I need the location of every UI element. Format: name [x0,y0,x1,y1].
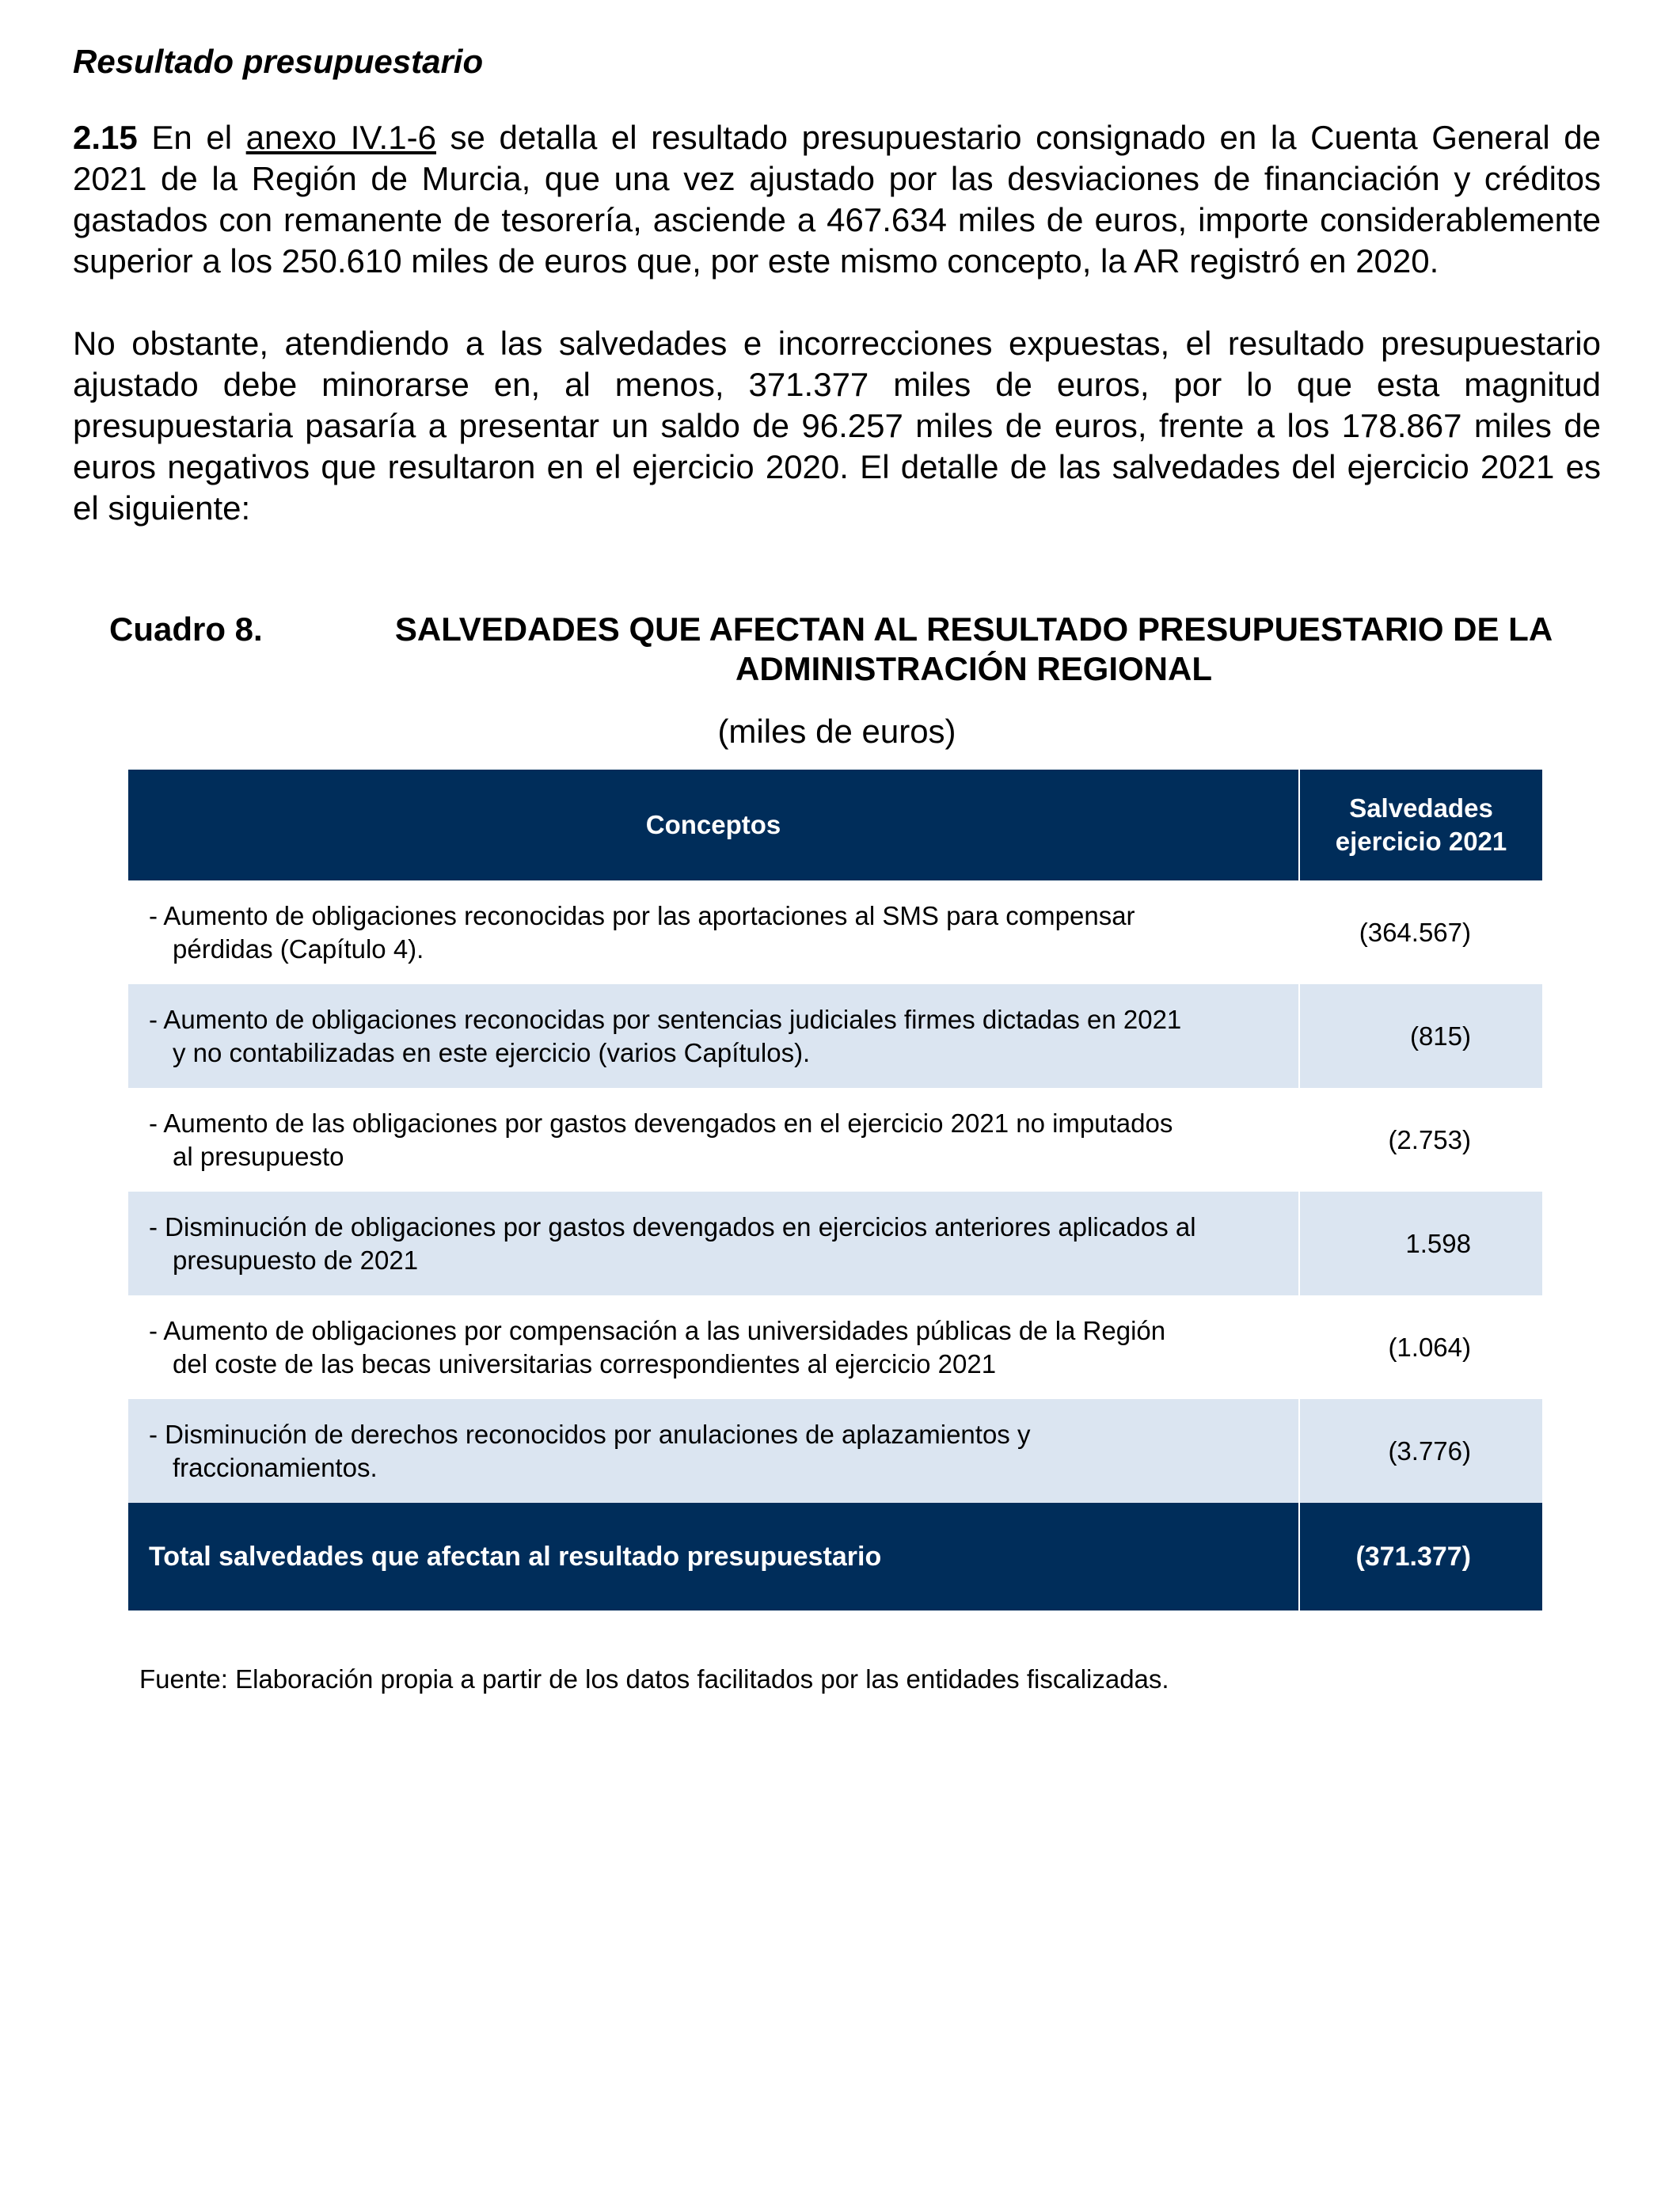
row-concept-line1: - Disminución de derechos reconocidos por anulaciones de aplazamientos y [149,1419,1031,1449]
table-header-row [128,770,1542,880]
table-row [128,984,1542,1088]
paragraph-2-15 [73,117,1601,282]
row-concept [128,1192,1299,1295]
header-concepts: Conceptos [128,770,1299,880]
row-value: (3.776) [1299,1399,1542,1503]
total-value: (371.377) [1299,1503,1542,1610]
total-label: Total salvedades que afectan al resultado presupuestario [128,1503,1299,1610]
table-caption-title [333,610,1615,689]
paragraph-number: 2.15 [73,119,138,156]
row-concept-line1: - Aumento de obligaciones por compensación a las universidades públicas de la Región [149,1315,1166,1345]
paragraph-text-end: se detalla el resultado presupuestario consignado en la Cuenta General de 2021 de la Región de Murcia, que una vez ajustado por las desviaciones de financiación y créditos gastados con remanente de tesorería, asciende a 467.634 miles de euros, importe considerablemente superior a los 250.610 miles de euros que, por este mismo concepto, la AR registró en 2020. [73,119,1601,280]
salvedades-table [128,770,1542,1610]
row-value: (1.064) [1299,1295,1542,1399]
row-concept-line1: - Aumento de las obligaciones por gastos devengados en el ejercicio 2021 no imputados [149,1108,1173,1138]
table-caption-label: Cuadro 8. [109,610,263,648]
row-value: 1.598 [1299,1192,1542,1295]
table-row [128,1088,1542,1192]
row-concept-line2: presupuesto de 2021 [173,1245,419,1275]
header-salvedades-line1: Salvedades [1349,793,1493,823]
paragraph-text-start: En el [137,119,246,156]
row-concept [128,1399,1299,1503]
table-units: (miles de euros) [717,713,956,750]
page [73,32,1601,1694]
table-row [128,1192,1542,1295]
row-concept [128,984,1299,1088]
header-salvedades-line2: ejercicio 2021 [1335,827,1507,856]
row-concept-line2: del coste de las becas universitarias correspondientes al ejercicio 2021 [173,1348,997,1379]
row-concept-line2: al presupuesto [173,1141,344,1171]
header-salvedades [1299,770,1542,880]
table-caption-title-line1: SALVEDADES QUE AFECTAN AL RESULTADO PRESUPUESTARIO DE LA [394,610,1553,648]
row-concept-line2: fraccionamientos. [173,1452,378,1482]
row-concept [128,1295,1299,1399]
row-value: (815) [1299,984,1542,1088]
row-value: (364.567) [1299,880,1542,984]
row-value: (2.753) [1299,1088,1542,1192]
table-row [128,880,1542,984]
row-concept [128,1088,1299,1192]
table-row [128,1295,1542,1399]
row-concept-line1: - Disminución de obligaciones por gastos devengados en ejercicios anteriores aplicados al [149,1211,1196,1242]
section-title: Resultado presupuestario [73,43,484,80]
paragraph-salvedades: No obstante, atendiendo a las salvedades e incorrecciones expuestas, el resultado presupuestario ajustado debe minorarse en, al menos, 371.377 miles de euros, por lo que esta magnitud presupuestaria pasaría a presentar un saldo de 96.257 miles de euros, frente a los 178.867 miles de euros negativos que resultaron en el ejercicio 2020. El detalle de las salvedades del ejercicio 2021 es el siguiente: [73,325,1601,527]
row-concept-line2: pérdidas (Capítulo 4). [173,934,424,964]
table-source: Fuente: Elaboración propia a partir de los datos facilitados por las entidades fiscalizadas. [139,1664,1169,1694]
row-concept-line2: y no contabilizadas en este ejercicio (varios Capítulos). [173,1037,811,1067]
table-caption-title-line2: ADMINISTRACIÓN REGIONAL [735,650,1212,687]
row-concept [128,880,1299,984]
row-concept-line1: - Aumento de obligaciones reconocidas por sentencias judiciales firmes dictadas en 2021 [149,1004,1182,1034]
table-total-row [128,1503,1542,1610]
annex-link[interactable]: anexo IV.1-6 [245,119,436,156]
table-row [128,1399,1542,1503]
row-concept-line1: - Aumento de obligaciones reconocidas por las aportaciones al SMS para compensar [149,900,1135,930]
